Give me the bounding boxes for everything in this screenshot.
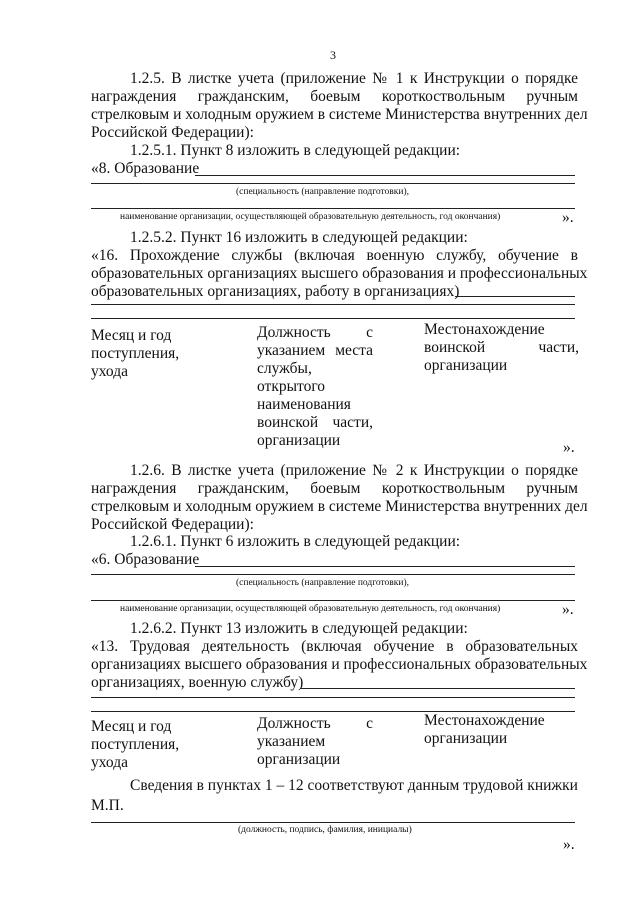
cell-line: наименования [257, 396, 351, 413]
s126-cap2: наименование организации, осуществляющей образовательную деятельность, год окончания) [120, 604, 501, 614]
cell-line: Местонахождение [424, 712, 545, 729]
s126-table-col3 [424, 712, 579, 748]
s125-table-col1 [91, 327, 221, 381]
s126-end3: ». [563, 836, 575, 853]
s125-item8: «8. Образование [91, 160, 200, 177]
cell-line: Должность с [257, 715, 373, 732]
stamp-mp: М.П. [91, 797, 124, 814]
cell-line: воинской части, [257, 414, 373, 431]
s125-end1: ». [562, 209, 574, 226]
s125-item16-1: «16. Прохождение службы (включая военную службу, обучение в [91, 247, 578, 264]
cell-line: Месяц и год [91, 718, 172, 735]
s125-item8-line [195, 175, 575, 176]
s126-item13-line [300, 688, 575, 689]
s125-item16-3: образовательных организациях, работу в организациях) [91, 283, 460, 300]
s125-cap2: наименование организации, осуществляющей образовательную деятельность, год окончания) [120, 212, 501, 222]
s125-table-col3 [424, 321, 579, 375]
s126-item13-2: организациях высшего образования и профессиональных образовательных [91, 656, 588, 673]
s126-p1: 1.2.6.1. Пункт 6 изложить в следующей редакции: [130, 533, 461, 550]
s125-line-4: Российской Федерации): [91, 124, 254, 141]
s126-cap1: (специальность (направление подготовки), [236, 578, 410, 588]
signature-line [91, 822, 575, 823]
s126-item6-line [195, 566, 575, 567]
cell-line: указанием места [257, 342, 373, 359]
cell-line: Месяц и год [91, 327, 172, 344]
cell-line: ухода [91, 754, 128, 771]
s126-p2: 1.2.6.2. Пункт 13 изложить в следующей редакции: [130, 620, 468, 637]
cell-line: Должность с [257, 324, 373, 341]
s126-line-c [91, 697, 575, 698]
s125-line-1: 1.2.5. В листке учета (приложение № 1 к Инструкции о порядке [130, 70, 578, 87]
cell-line: поступления, [91, 345, 180, 362]
cell-line: организации [424, 730, 508, 747]
cell-line: поступления, [91, 736, 180, 753]
s125-item16-line [455, 296, 575, 297]
s125-p2: 1.2.5.2. Пункт 16 изложить в следующей редакции: [130, 229, 468, 246]
s126-line-2: награждения гражданским, боевым короткоствольным ручным [91, 480, 578, 497]
s126-line-3: стрелковым и холодным оружием в системе Министерства внутренних дел [91, 498, 588, 515]
s126-item6: «6. Образование [91, 551, 200, 568]
s126-table-col2 [257, 715, 373, 769]
s126-line-a [91, 574, 575, 575]
s126-note: Сведения в пунктах 1 – 12 соответствуют данным трудовой книжки [130, 777, 578, 794]
s125-cap1: (специальность (направление подготовки), [236, 187, 410, 197]
cell-line: организации [257, 432, 341, 449]
signature-caption: (должность, подпись, фамилия, инициалы) [238, 825, 412, 835]
cell-line: ухода [91, 363, 128, 380]
s125-line-b [91, 208, 575, 209]
page-number: 3 [330, 48, 336, 62]
s126-line-4: Российской Федерации): [91, 516, 254, 533]
s126-line-b [91, 600, 575, 601]
s125-line-c [91, 304, 575, 305]
s125-p1: 1.2.5.1. Пункт 8 изложить в следующей редакции: [130, 142, 461, 159]
cell-line: воинской части, [424, 339, 579, 356]
s126-end1: ». [562, 601, 574, 618]
cell-line: открытого [257, 378, 326, 395]
cell-line: службы, [257, 360, 312, 377]
cell-line: организации [424, 357, 508, 374]
s125-item16-2: образовательных организациях высшего образования и профессиональных [91, 265, 588, 282]
s125-line-3: стрелковым и холодным оружием в системе Министерства внутренних дел [91, 106, 588, 123]
s126-item13-1: «13. Трудовая деятельность (включая обучение в образовательных [91, 638, 578, 655]
s125-line-a [91, 183, 575, 184]
s126-item13-3: организациях, военную службу) [91, 674, 304, 691]
s125-end2: ». [563, 439, 575, 456]
cell-line: Местонахождение [424, 321, 545, 338]
s125-table-col2 [257, 324, 373, 450]
cell-line: организации [257, 751, 341, 768]
cell-line: указанием [257, 733, 326, 750]
s125-line-2: награждения гражданским, боевым короткоствольным ручным [91, 88, 578, 105]
s125-table-top [91, 318, 575, 319]
s126-table-col1 [91, 718, 221, 772]
s126-line-1: 1.2.6. В листке учета (приложение № 2 к Инструкции о порядке [130, 462, 578, 479]
